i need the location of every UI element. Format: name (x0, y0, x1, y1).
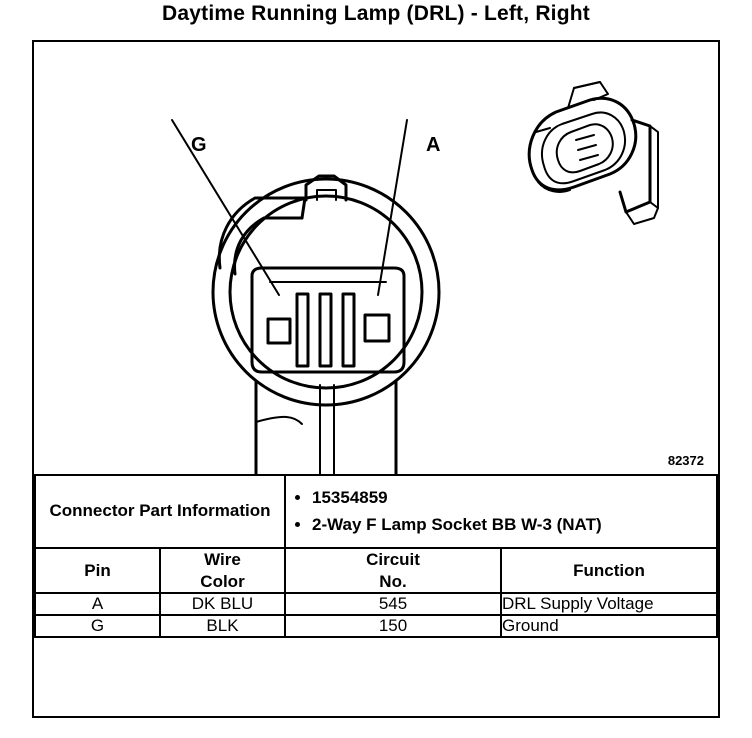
contact-blade-2 (320, 294, 331, 366)
connector-part-list (286, 476, 716, 547)
figure-id: 82372 (667, 453, 704, 468)
list-item: • 2-Way F Lamp Socket BB W-3 (NAT) (312, 513, 706, 538)
column-header-circuit-line2: No. (379, 571, 407, 591)
contact-blade-3 (343, 294, 354, 366)
contact-blade-1 (297, 294, 308, 366)
callout-label-g: G (191, 134, 207, 156)
cell-circuit-no: 150 (285, 615, 501, 637)
column-header-wire-color-line2: Color (200, 571, 245, 591)
page-title: Daytime Running Lamp (DRL) - Left, Right (162, 2, 590, 25)
pin-cavity-a (365, 315, 389, 341)
connector-info-table (34, 474, 718, 638)
column-header-wire-color (160, 548, 285, 593)
cell-circuit-no: 545 (285, 593, 501, 615)
boot-detail-line (256, 417, 302, 424)
column-header-circuit-line1: Circuit (366, 550, 420, 570)
cell-wire-color: BLK (160, 615, 285, 637)
connector-part-information-row (35, 475, 717, 548)
pin-cavity-g (268, 319, 290, 343)
pin-table-header-row (35, 548, 717, 593)
column-header-wire-color-line1: Wire (204, 550, 241, 570)
connector-drawing-svg (34, 42, 718, 474)
socket-latch-arm-end (302, 198, 305, 218)
column-header-function: Function (501, 548, 717, 593)
cell-function: DRL Supply Voltage (501, 593, 717, 615)
socket-isometric-view (529, 82, 658, 224)
column-header-pin: Pin (35, 548, 160, 593)
socket-inner-ring (230, 196, 422, 388)
list-item: • 15354859 (312, 486, 706, 511)
table-row (35, 593, 717, 615)
cell-function: Ground (501, 615, 717, 637)
cell-wire-color: DK BLU (160, 593, 285, 615)
cell-pin: G (35, 615, 160, 637)
column-header-circuit-no (285, 548, 501, 593)
table-row (35, 615, 717, 637)
callout-label-a: A (426, 134, 441, 156)
connector-part-information-label: Connector Part Information (35, 475, 285, 548)
socket-latch-arm-outer (219, 198, 305, 268)
connector-part-information-values (285, 475, 717, 548)
socket-latch-arm-inner (235, 218, 302, 274)
connector-illustration (34, 42, 718, 474)
cell-pin: A (35, 593, 160, 615)
